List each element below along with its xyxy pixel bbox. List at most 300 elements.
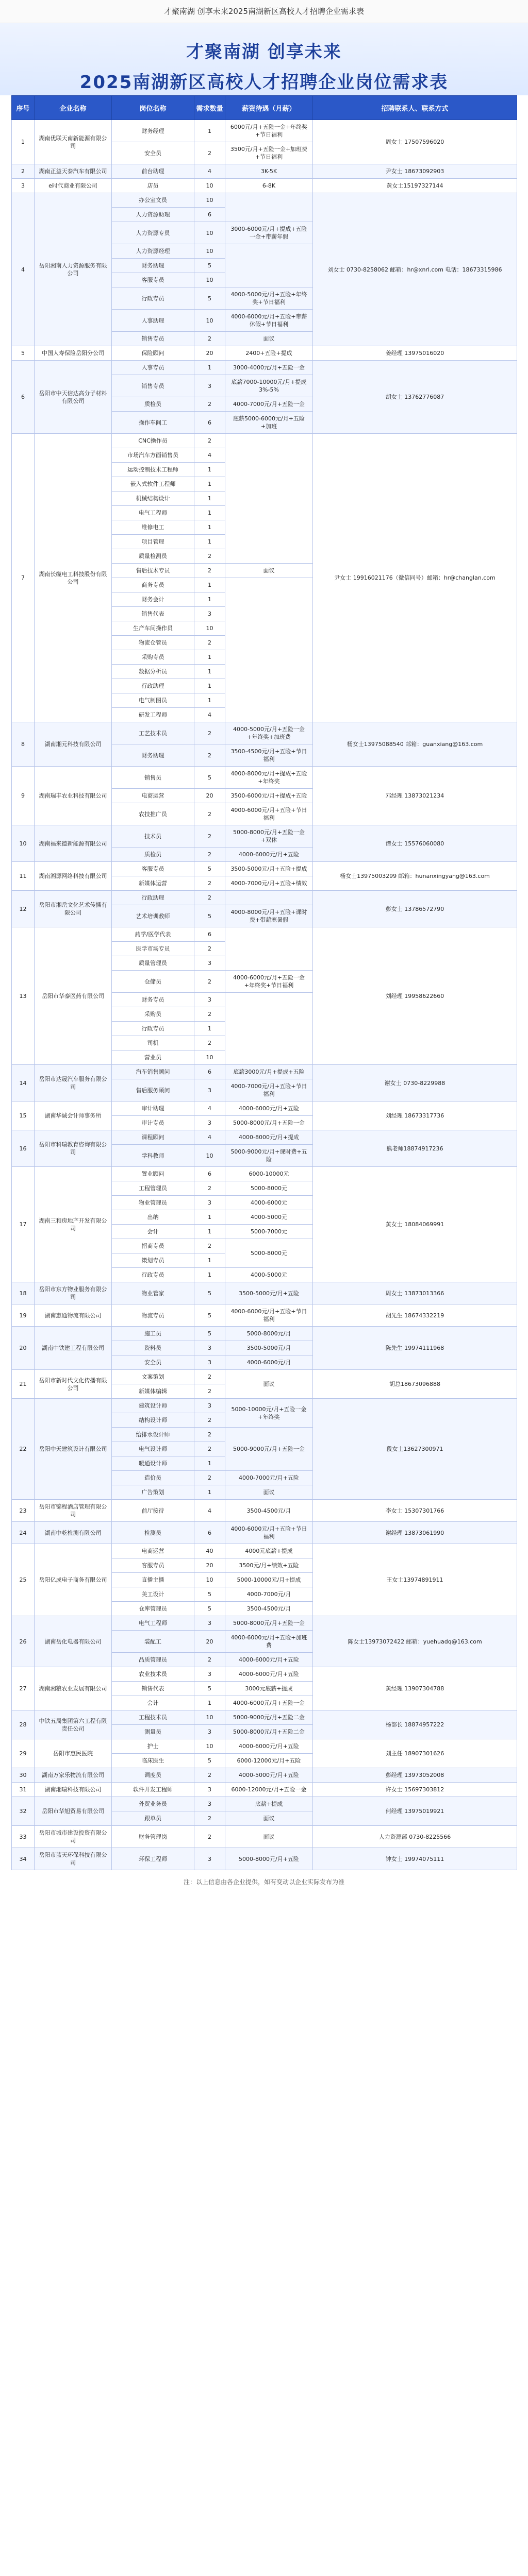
job-count: 1	[194, 693, 225, 708]
contact-info: 邓经理 13873021234	[313, 767, 517, 825]
job-count: 10	[194, 222, 225, 244]
job-count: 3	[194, 1667, 225, 1682]
job-title: 行政助理	[112, 679, 194, 693]
job-title: 保险顾问	[112, 346, 194, 361]
job-salary: 面议	[225, 1811, 313, 1826]
contact-info: 尹女士 19916021176（微信同号）邮箱：hr@changlan.com	[313, 434, 517, 722]
table-row	[12, 1327, 517, 1341]
table-row	[12, 825, 517, 848]
footer-note: 注：以上信息由各企业提供，如有变动以企业实际发布为准	[183, 1878, 344, 1886]
job-count: 2	[194, 1428, 225, 1442]
job-title: 财务专员	[112, 993, 194, 1007]
job-count: 1	[194, 520, 225, 535]
job-count: 10	[194, 621, 225, 636]
job-count: 2	[194, 876, 225, 891]
contact-info: 钟女士 19974075111	[313, 1848, 517, 1870]
job-salary: 4000-6000元/月+五险	[225, 1653, 313, 1667]
contact-info: 谢经理 13873061990	[313, 1522, 517, 1544]
title-line-2: 2025南湖新区高校人才招聘企业岗位需求表	[79, 72, 449, 93]
contact-info: 杨女士13975088540 邮箱：guanxiang@163.com	[313, 722, 517, 767]
job-salary: 4000-6000元/月+五险	[225, 1739, 313, 1754]
company-name: 湖南优联天南新能源有限公司	[35, 120, 112, 164]
job-count: 2	[194, 549, 225, 564]
job-count: 5	[194, 767, 225, 789]
contact-info: 何经理 13975019921	[313, 1797, 517, 1826]
job-salary: 4000-6000元/月+五险一金	[225, 1696, 313, 1710]
row-number: 6	[12, 361, 35, 434]
job-salary: 3000-4000元/月+五险一金	[225, 361, 313, 375]
job-count: 20	[194, 1631, 225, 1653]
job-salary: 4000-7000元/月+五险一金	[225, 397, 313, 412]
job-salary: 3000-6000元/月+提成+五险一金+带薪年假	[225, 222, 313, 244]
page-header	[0, 23, 528, 95]
job-title: 前厅接待	[112, 1500, 194, 1522]
contact-info: 段女士13627300971	[313, 1399, 517, 1500]
job-count: 1	[194, 535, 225, 549]
job-title: 审计助理	[112, 1101, 194, 1116]
table-row	[12, 1167, 517, 1181]
job-count: 2	[194, 1181, 225, 1196]
job-salary: 4000-8000元/月+五险+课时费+带薪寒暑假	[225, 905, 313, 927]
company-name: 湖南湘元科技有限公司	[35, 722, 112, 767]
job-title: 出纳	[112, 1210, 194, 1225]
job-title: 结构设计师	[112, 1413, 194, 1428]
job-salary: 4000-6000元/月	[225, 1355, 313, 1370]
job-salary: 5000-8000元/月+五险一金	[225, 1116, 313, 1130]
job-count: 5	[194, 1282, 225, 1304]
table-row	[12, 1370, 517, 1384]
job-salary: 4000-6000元/月+五险+节日福利	[225, 1522, 313, 1544]
table-row	[12, 346, 517, 361]
table-row	[12, 1848, 517, 1870]
job-count: 2	[194, 397, 225, 412]
row-number: 7	[12, 434, 35, 722]
job-count: 1	[194, 120, 225, 142]
job-count: 1	[194, 1253, 225, 1268]
contact-info: 周女士 17507596020	[313, 120, 517, 164]
table-row	[12, 1710, 517, 1725]
table-row	[12, 1065, 517, 1079]
job-count: 10	[194, 1739, 225, 1754]
job-count: 2	[194, 1036, 225, 1050]
job-count: 2	[194, 1370, 225, 1384]
job-count: 4	[194, 708, 225, 722]
job-count: 1	[194, 1225, 225, 1239]
job-count: 1	[194, 477, 225, 492]
table-row	[12, 1797, 517, 1811]
table-row	[12, 1304, 517, 1327]
job-title: 农业技术员	[112, 1667, 194, 1682]
job-salary: 4000元底薪+提成	[225, 1544, 313, 1558]
job-title: 直播主播	[112, 1573, 194, 1587]
job-title: 安全员	[112, 1355, 194, 1370]
company-name: 湖南中乾检测有限公司	[35, 1522, 112, 1544]
job-salary: 面议	[225, 1826, 313, 1848]
row-number: 18	[12, 1282, 35, 1304]
row-number: 3	[12, 179, 35, 193]
job-count: 1	[194, 578, 225, 592]
table-row	[12, 1399, 517, 1413]
job-title: 新媒体编辑	[112, 1384, 194, 1399]
job-count: 3	[194, 1341, 225, 1355]
job-count: 1	[194, 463, 225, 477]
job-count: 40	[194, 1544, 225, 1558]
job-salary: 5000-7000元	[225, 1225, 313, 1239]
company-name: 岳阳市蓝天环保科技有限公司	[35, 1848, 112, 1870]
job-salary: 4000-5000元/月+五险	[225, 1768, 313, 1783]
job-count: 10	[194, 244, 225, 259]
job-title: 物流专员	[112, 1304, 194, 1327]
job-count: 10	[194, 273, 225, 287]
job-count: 3	[194, 1797, 225, 1811]
job-salary: 4000-5000元/月+五险一金+年终奖+加班费	[225, 722, 313, 744]
row-number: 10	[12, 825, 35, 862]
row-number: 20	[12, 1327, 35, 1370]
job-salary: 3500-6000元/月+提成+五险	[225, 789, 313, 803]
company-name: 岳阳市达晟汽车服务有限公司	[35, 1065, 112, 1101]
contact-info: 刘女士 0730-8258062 邮箱：hr@xnrl.com 电话：18673315986	[313, 193, 517, 346]
job-title: 维修电工	[112, 520, 194, 535]
contact-info: 刘经理 19958622660	[313, 927, 517, 1065]
job-title: 课程顾问	[112, 1130, 194, 1145]
job-salary: 5000-8000元/月	[225, 1327, 313, 1341]
table-row	[12, 1783, 517, 1797]
job-count: 3	[194, 1399, 225, 1413]
job-title: 店员	[112, 179, 194, 193]
job-title: 运动控制技术工程师	[112, 463, 194, 477]
job-salary: 4000-6000元/月+五险	[225, 1101, 313, 1116]
company-name: 湖南三和房地产开发有限公司	[35, 1167, 112, 1282]
job-title: 售后服务顾问	[112, 1079, 194, 1101]
job-title: 仓储员	[112, 971, 194, 993]
job-count: 3	[194, 1725, 225, 1739]
job-count: 5	[194, 862, 225, 876]
table-row	[12, 1522, 517, 1544]
company-name: 中铁五局集团第六工程有限责任公司	[35, 1710, 112, 1739]
job-title: 技术员	[112, 825, 194, 848]
job-salary	[225, 578, 313, 722]
contact-info: 人力资源部 0730-8225566	[313, 1826, 517, 1848]
job-count: 1	[194, 492, 225, 506]
row-number: 17	[12, 1167, 35, 1282]
job-count: 5	[194, 1327, 225, 1341]
job-title: 品质管理员	[112, 1653, 194, 1667]
job-title: 嵌入式软件工程师	[112, 477, 194, 492]
job-count: 10	[194, 310, 225, 332]
job-title: 行政专员	[112, 1022, 194, 1036]
page-topbar	[0, 0, 528, 23]
job-count: 1	[194, 506, 225, 520]
job-title: 新媒体运营	[112, 876, 194, 891]
job-title: 护士	[112, 1739, 194, 1754]
table-row	[12, 179, 517, 193]
job-title: 财务助理	[112, 744, 194, 767]
job-salary: 4000-5000元	[225, 1210, 313, 1225]
table-row	[12, 434, 517, 448]
job-salary: 4000-7000元/月+五险+绩效	[225, 876, 313, 891]
job-salary: 4000-5000元	[225, 1268, 313, 1282]
job-count: 10	[194, 1573, 225, 1587]
job-title: 财务经理	[112, 120, 194, 142]
job-salary: 5000-8000元/月+五险二金	[225, 1725, 313, 1739]
job-title: 物流仓管员	[112, 636, 194, 650]
contact-info: 黄女士 18084069991	[313, 1167, 517, 1282]
job-count: 2	[194, 1768, 225, 1783]
table-wrapper	[11, 95, 517, 1870]
job-title: 前台助理	[112, 164, 194, 179]
job-title: 销售代表	[112, 1682, 194, 1696]
job-count: 2	[194, 971, 225, 993]
job-title: 物业管理员	[112, 1196, 194, 1210]
job-title: 营业员	[112, 1050, 194, 1065]
job-title: 质检员	[112, 397, 194, 412]
contact-info: 黄经理 13907304788	[313, 1667, 517, 1710]
job-title: 销售专员	[112, 375, 194, 397]
contact-info: 陈女士13973072422 邮箱：yuehuadq@163.com	[313, 1616, 517, 1667]
company-name: 岳阳亿成电子商务有限公司	[35, 1544, 112, 1616]
job-count: 2	[194, 1384, 225, 1399]
contact-info: 王女士13974891911	[313, 1544, 517, 1616]
job-title: CNC操作员	[112, 434, 194, 448]
job-salary: 6000-10000元	[225, 1167, 313, 1181]
contact-info: 谭女士 15576060080	[313, 825, 517, 862]
job-title: 操作车间工	[112, 412, 194, 434]
job-title: 药学/医学代表	[112, 927, 194, 942]
job-salary: 面议	[225, 1370, 313, 1399]
job-title: 人事专员	[112, 361, 194, 375]
job-count: 4	[194, 1130, 225, 1145]
job-salary: 4000-6000元/月+五险	[225, 1667, 313, 1682]
job-title: 行政助理	[112, 891, 194, 905]
job-count: 3	[194, 1848, 225, 1870]
job-title: 财务会计	[112, 592, 194, 607]
contact-info: 谢女士 0730-8229988	[313, 1065, 517, 1101]
company-name: 湖南万家乐物流有限公司	[35, 1768, 112, 1783]
job-title: 造价员	[112, 1471, 194, 1485]
job-title: 会计	[112, 1225, 194, 1239]
job-count: 2	[194, 942, 225, 956]
job-count: 1	[194, 361, 225, 375]
table-body	[12, 120, 517, 1870]
company-name: e时代商业有限公司	[35, 179, 112, 193]
contact-info: 彭女士 13786572790	[313, 891, 517, 927]
job-count: 3	[194, 956, 225, 971]
table-header-row	[12, 96, 517, 120]
job-count: 10	[194, 1145, 225, 1167]
job-count: 5	[194, 259, 225, 273]
job-title: 电气工程师	[112, 1616, 194, 1631]
contact-info: 胡先生 18674332219	[313, 1304, 517, 1327]
job-salary	[225, 434, 313, 564]
row-number: 25	[12, 1544, 35, 1616]
job-count: 4	[194, 448, 225, 463]
table-row	[12, 361, 517, 375]
job-count: 2	[194, 1239, 225, 1253]
job-title: 项目管理	[112, 535, 194, 549]
job-count: 6	[194, 1167, 225, 1181]
job-title: 置业顾问	[112, 1167, 194, 1181]
contact-info: 胡总18673096888	[313, 1370, 517, 1399]
job-count: 2	[194, 1471, 225, 1485]
job-title: 数据分析员	[112, 665, 194, 679]
job-count: 2	[194, 1826, 225, 1848]
job-salary: 4000-8000元/月+提成	[225, 1130, 313, 1145]
job-title: 工程管理员	[112, 1181, 194, 1196]
header-job: 岗位名称	[112, 96, 194, 120]
job-salary: 4000-5000元/月+五险+年终奖+节日福利	[225, 287, 313, 310]
row-number: 28	[12, 1710, 35, 1739]
job-count: 2	[194, 636, 225, 650]
row-number: 2	[12, 164, 35, 179]
job-count: 2	[194, 142, 225, 164]
row-number: 27	[12, 1667, 35, 1710]
job-count: 6	[194, 1065, 225, 1079]
job-title: 生产车间操作员	[112, 621, 194, 636]
table-row	[12, 722, 517, 744]
job-salary: 面议	[225, 564, 313, 578]
row-number: 16	[12, 1130, 35, 1167]
job-count: 3	[194, 1116, 225, 1130]
job-salary: 5000-8000元	[225, 1181, 313, 1196]
job-salary	[225, 244, 313, 287]
job-salary: 5000-8000元/月+五险	[225, 1848, 313, 1870]
job-title: 电商运营	[112, 1544, 194, 1558]
job-title: 人力资源助理	[112, 208, 194, 222]
job-title: 工程技术员	[112, 1710, 194, 1725]
job-count: 1	[194, 1268, 225, 1282]
job-title: 行政专员	[112, 1268, 194, 1282]
job-title: 临床医生	[112, 1754, 194, 1768]
job-title: 调度员	[112, 1768, 194, 1783]
job-salary: 4000-7000元/月+五险+节日福利	[225, 1079, 313, 1101]
topbar-title: 才聚南湖 创享未来2025南湖新区高校人才招聘企业需求表	[164, 7, 364, 16]
contact-info: 杨女士13975003299 邮箱：hunanxingyang@163.com	[313, 862, 517, 891]
job-title: 农技推广员	[112, 803, 194, 825]
job-count: 10	[194, 1050, 225, 1065]
job-title: 电气设计师	[112, 1442, 194, 1456]
job-count: 3	[194, 1196, 225, 1210]
job-salary: 6000元/月+五险一金+年终奖+节日福利	[225, 120, 313, 142]
job-title: 汽车销售顾问	[112, 1065, 194, 1079]
job-count: 6	[194, 412, 225, 434]
job-title: 财务助理	[112, 259, 194, 273]
job-salary: 面议	[225, 332, 313, 346]
job-title: 电商运营	[112, 789, 194, 803]
contact-info: 周女士 13873013366	[313, 1282, 517, 1304]
row-number: 4	[12, 193, 35, 346]
row-number: 23	[12, 1500, 35, 1522]
job-title: 医学市场专员	[112, 942, 194, 956]
row-number: 29	[12, 1739, 35, 1768]
job-count: 10	[194, 1710, 225, 1725]
job-salary: 4000-7000元/月	[225, 1587, 313, 1602]
table-row	[12, 1101, 517, 1116]
job-title: 检测员	[112, 1522, 194, 1544]
job-count: 2	[194, 564, 225, 578]
job-count: 2	[194, 1007, 225, 1022]
company-name: 湖南正益天泰汽车有限公司	[35, 164, 112, 179]
job-title: 工艺技术员	[112, 722, 194, 744]
job-count: 1	[194, 592, 225, 607]
job-title: 电气制图员	[112, 693, 194, 708]
job-title: 质量管理员	[112, 956, 194, 971]
job-title: 采购员	[112, 1007, 194, 1022]
job-salary: 4000-6000元/月+五险+加班费	[225, 1631, 313, 1653]
job-title: 市场汽车方面销售员	[112, 448, 194, 463]
job-title: 客服专员	[112, 273, 194, 287]
row-number: 11	[12, 862, 35, 891]
header-no: 序号	[12, 96, 35, 120]
job-count: 4	[194, 164, 225, 179]
company-name: 岳阳市锦程酒店管理有限公司	[35, 1500, 112, 1522]
job-title: 给排水设计师	[112, 1428, 194, 1442]
row-number: 15	[12, 1101, 35, 1130]
job-count: 3	[194, 607, 225, 621]
job-count: 2	[194, 1413, 225, 1428]
job-count: 2	[194, 1653, 225, 1667]
company-name: 岳阳市新时代文化传播有限公司	[35, 1370, 112, 1399]
contact-info: 熊老师18874917236	[313, 1130, 517, 1167]
job-title: 装配工	[112, 1631, 194, 1653]
company-name: 岳阳市华旭贸易有限公司	[35, 1797, 112, 1826]
job-count: 4	[194, 1500, 225, 1522]
table-row	[12, 1768, 517, 1783]
row-number: 1	[12, 120, 35, 164]
job-count: 1	[194, 1210, 225, 1225]
job-count: 2	[194, 1442, 225, 1456]
job-count: 2	[194, 891, 225, 905]
job-salary: 3500元/月+五险一金+加班费+节日福利	[225, 142, 313, 164]
contact-info: 李女士 15307301766	[313, 1500, 517, 1522]
table-row	[12, 1500, 517, 1522]
job-count: 20	[194, 346, 225, 361]
job-salary: 5000-8000元/月+五险一金	[225, 1616, 313, 1631]
job-count: 5	[194, 1754, 225, 1768]
company-name: 岳阳市中天信达高分子材料有限公司	[35, 361, 112, 434]
contact-info: 许女士 15697303812	[313, 1783, 517, 1797]
job-count: 3	[194, 1079, 225, 1101]
row-number: 19	[12, 1304, 35, 1327]
job-salary: 底薪5000-6000元/月+五险+加班	[225, 412, 313, 434]
table-row	[12, 767, 517, 789]
job-count: 5	[194, 1304, 225, 1327]
job-salary: 6-8K	[225, 179, 313, 193]
table-row	[12, 193, 517, 208]
job-title: 艺术培训教师	[112, 905, 194, 927]
row-number: 32	[12, 1797, 35, 1826]
row-number: 34	[12, 1848, 35, 1870]
job-salary: 4000-7000元/月+五险	[225, 1471, 313, 1485]
job-salary: 3500元/月+绩效+五险	[225, 1558, 313, 1573]
company-name: 岳阳市湘岳文化艺术传播有限公司	[35, 891, 112, 927]
job-salary: 3000元底薪+提成	[225, 1682, 313, 1696]
job-count: 2	[194, 722, 225, 744]
job-title: 审计专员	[112, 1116, 194, 1130]
job-count: 6	[194, 927, 225, 942]
job-title: 策划专员	[112, 1253, 194, 1268]
job-title: 销售专员	[112, 332, 194, 346]
job-title: 销售代表	[112, 607, 194, 621]
job-count: 1	[194, 1696, 225, 1710]
job-salary: 底薪+提成	[225, 1797, 313, 1811]
row-number: 13	[12, 927, 35, 1065]
job-count: 5	[194, 1602, 225, 1616]
table-row	[12, 1282, 517, 1304]
job-salary: 5000-10000元/月+提成	[225, 1573, 313, 1587]
company-name: 湖南湘粮农业发展有限公司	[35, 1667, 112, 1710]
job-salary: 3500-5000元/月+五险+提成	[225, 862, 313, 876]
company-name: 湖南瑞丰农业科技有限公司	[35, 767, 112, 825]
